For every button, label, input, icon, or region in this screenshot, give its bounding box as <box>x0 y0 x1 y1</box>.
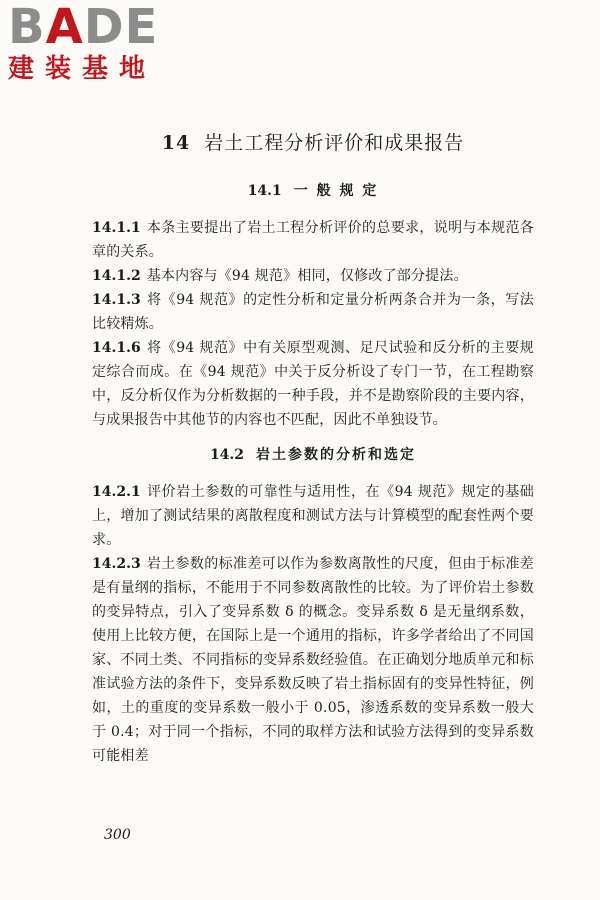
clause-paragraph <box>92 264 534 288</box>
section-spacer <box>92 432 534 444</box>
clause-text: 岩土参数的标准差可以作为参数离散性的尺度，但由于标准差是有量纲的指标，不能用于不同参数离散性的比较。为了评价岩土参数的变异特点，引入了变异系数 δ 的概念。变异系数 δ 是无量纲系数，使用上比较方便，在国际上是一个通用的指标，许多学者给出了不同国家、不同土类、不同指标的变异系数经验值。在正确划分地质单元和标准试验方法的条件下，变异系数反映了岩土指标固有的变异性特征，例如，土的重度的变异系数一般小于 0.05，渗透系数的变异系数一般大于 0.4；对于同一个指标，不同的取样方法和试验方法得到的变异系数可能相差 <box>92 556 534 764</box>
logo-letter-a: A <box>45 0 84 55</box>
clause-text: 评价岩土参数的可靠性与适用性，在《94 规范》规定的基础上，增加了测试结果的离散程度和测试方法与计算模型的配套性两个要求。 <box>92 484 534 548</box>
clause-number: 14.2.3 <box>92 556 141 572</box>
section-title-text: 一 般 规 定 <box>293 183 379 199</box>
clause-text: 将《94 规范》的定性分析和定量分析两条合并为一条，写法比较精炼。 <box>92 292 534 332</box>
logo-subtitle: 建装基地 <box>8 54 157 84</box>
clause-number: 14.1.1 <box>92 220 141 236</box>
clause-text: 将《94 规范》中有关原型观测、足尺试验和反分析的主要规定综合而成。在《94 规范》中关于反分析设了专门一节，在工程勘察中，反分析仅作为分析数据的一种手段，并不是勘察阶段的主要内容，与成果报告中其他节的内容也不匹配，因此不单独设节。 <box>92 340 534 428</box>
clause-number: 14.2.1 <box>92 484 141 500</box>
section-title <box>92 180 534 202</box>
section-number: 14.2 <box>209 447 245 463</box>
logo-letters-de: DE <box>83 0 159 55</box>
clause-paragraph <box>92 552 534 768</box>
clause-text: 本条主要提出了岩土工程分析评价的总要求，说明与本规范各章的关系。 <box>92 220 534 260</box>
section-number: 14.1 <box>247 183 282 199</box>
bade-logo <box>8 2 178 84</box>
page-number: 300 <box>104 827 131 843</box>
clause-text: 基本内容与《94 规范》相同，仅修改了部分提法。 <box>146 268 468 284</box>
chapter-number: 14 <box>161 132 191 154</box>
clause-number: 14.1.2 <box>92 268 141 284</box>
clause-paragraph <box>92 336 534 432</box>
logo-letter-b: B <box>8 0 46 55</box>
section-title-text: 岩土参数的分析和选定 <box>256 447 417 463</box>
clause-paragraph <box>92 288 534 336</box>
document-page <box>92 128 534 768</box>
section-title <box>92 444 534 466</box>
clause-number: 14.1.6 <box>92 340 141 356</box>
clause-paragraph <box>92 216 534 264</box>
logo-wordmark <box>8 0 178 55</box>
chapter-title-text: 岩土工程分析评价和成果报告 <box>204 132 465 154</box>
chapter-title <box>92 128 534 158</box>
clause-paragraph <box>92 480 534 552</box>
clause-number: 14.1.3 <box>92 292 141 308</box>
